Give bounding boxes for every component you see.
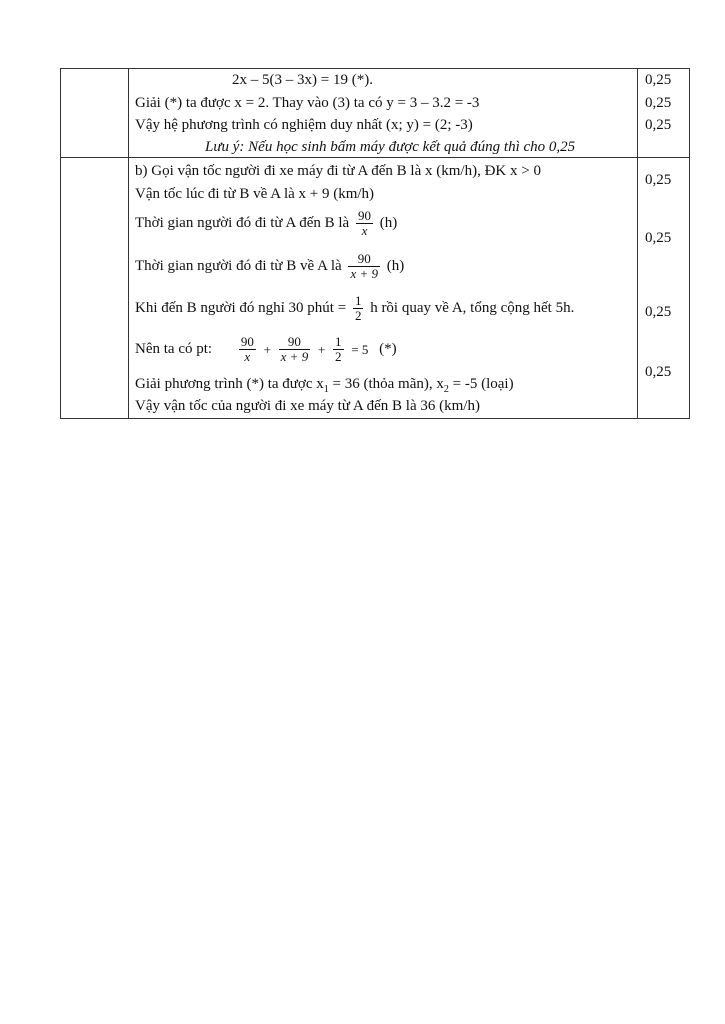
equation-label: Nên ta có pt: [135, 341, 213, 357]
time-ab-unit: (h) [379, 215, 398, 231]
part-b-rest-line [135, 290, 574, 326]
equation-fraction-3 [333, 335, 344, 364]
time-ba-numerator: 90 [357, 251, 371, 267]
part-a-note: Lưu ý: Nếu học sinh bấm máy được kết quả đúng thì cho 0,25 [205, 139, 576, 155]
row-divider [60, 157, 690, 158]
eq-numerator-2: 90 [287, 334, 301, 350]
eq-plus-2: + [317, 341, 326, 357]
time-ba-unit: (h) [386, 258, 405, 274]
part-b-time-ba [135, 248, 404, 284]
equation-fraction-1 [239, 335, 256, 364]
time-ab-label: Thời gian người đó đi từ A đến B là [135, 215, 350, 231]
time-ab-numerator: 90 [357, 208, 371, 224]
time-ab-denominator: x [356, 223, 373, 238]
score-a-3: 0,25 [645, 117, 672, 133]
solution-post: = -5 (loại) [448, 376, 514, 392]
part-a-solve-line: Giải (*) ta được x = 2. Thay vào (3) ta có y = 3 – 3.2 = -3 [135, 95, 480, 111]
part-b-equation-line [135, 331, 397, 368]
eq-tag: (*) [379, 341, 397, 357]
time-ba-denominator: x + 9 [350, 266, 378, 282]
column-divider-2 [637, 68, 638, 419]
eq-numerator-1: 90 [240, 334, 254, 350]
eq-plus-1: + [263, 341, 271, 357]
part-b-conclusion: Vậy vận tốc của người đi xe máy từ A đến B là 36 (km/h) [135, 398, 480, 414]
score-a-2: 0,25 [645, 95, 672, 111]
eq-denominator-3: 2 [335, 349, 342, 365]
eq-denominator-1: x [239, 349, 256, 364]
equation-fraction-2 [279, 335, 311, 364]
solution-pre: Giải phương trình (*) ta được x [135, 376, 324, 392]
rest-numerator: 1 [354, 293, 362, 309]
eq-numerator-3: 1 [335, 334, 342, 350]
score-a-1: 0,25 [645, 72, 672, 88]
part-a-equation: 2x – 5(3 – 3x) = 19 (*). [232, 72, 373, 88]
rest-fraction [353, 294, 364, 323]
score-b-3: 0,25 [645, 304, 672, 320]
score-b-4: 0,25 [645, 364, 672, 380]
part-b-solution-line [135, 375, 514, 393]
solution-sub-2: 2 [443, 384, 449, 395]
solution-sub-1: 1 [323, 384, 329, 395]
part-b-return-speed: Vận tốc lúc đi từ B về A là x + 9 (km/h) [135, 186, 375, 202]
column-divider-1 [128, 68, 129, 419]
part-b-let-line: b) Gọi vận tốc người đi xe máy đi từ A đến B là x (km/h), ĐK x > 0 [135, 163, 541, 179]
time-ab-fraction [356, 209, 373, 238]
eq-rhs: = 5 [351, 341, 369, 357]
rest-denominator: 2 [354, 308, 362, 324]
part-b-time-ab [135, 205, 397, 241]
time-ba-label: Thời gian người đó đi từ B về A là [135, 258, 342, 274]
part-a-conclusion: Vậy hệ phương trình có nghiệm duy nhất (x; y) = (2; -3) [135, 117, 473, 133]
time-ba-fraction [348, 252, 380, 281]
eq-denominator-2: x + 9 [280, 349, 309, 365]
score-b-2: 0,25 [645, 230, 672, 246]
solution-mid: = 36 (thỏa mãn), x [328, 376, 444, 392]
rest-tail: h rồi quay về A, tổng cộng hết 5h. [370, 300, 575, 316]
score-b-1: 0,25 [645, 172, 672, 188]
rest-label: Khi đến B người đó nghỉ 30 phút = [135, 300, 347, 316]
